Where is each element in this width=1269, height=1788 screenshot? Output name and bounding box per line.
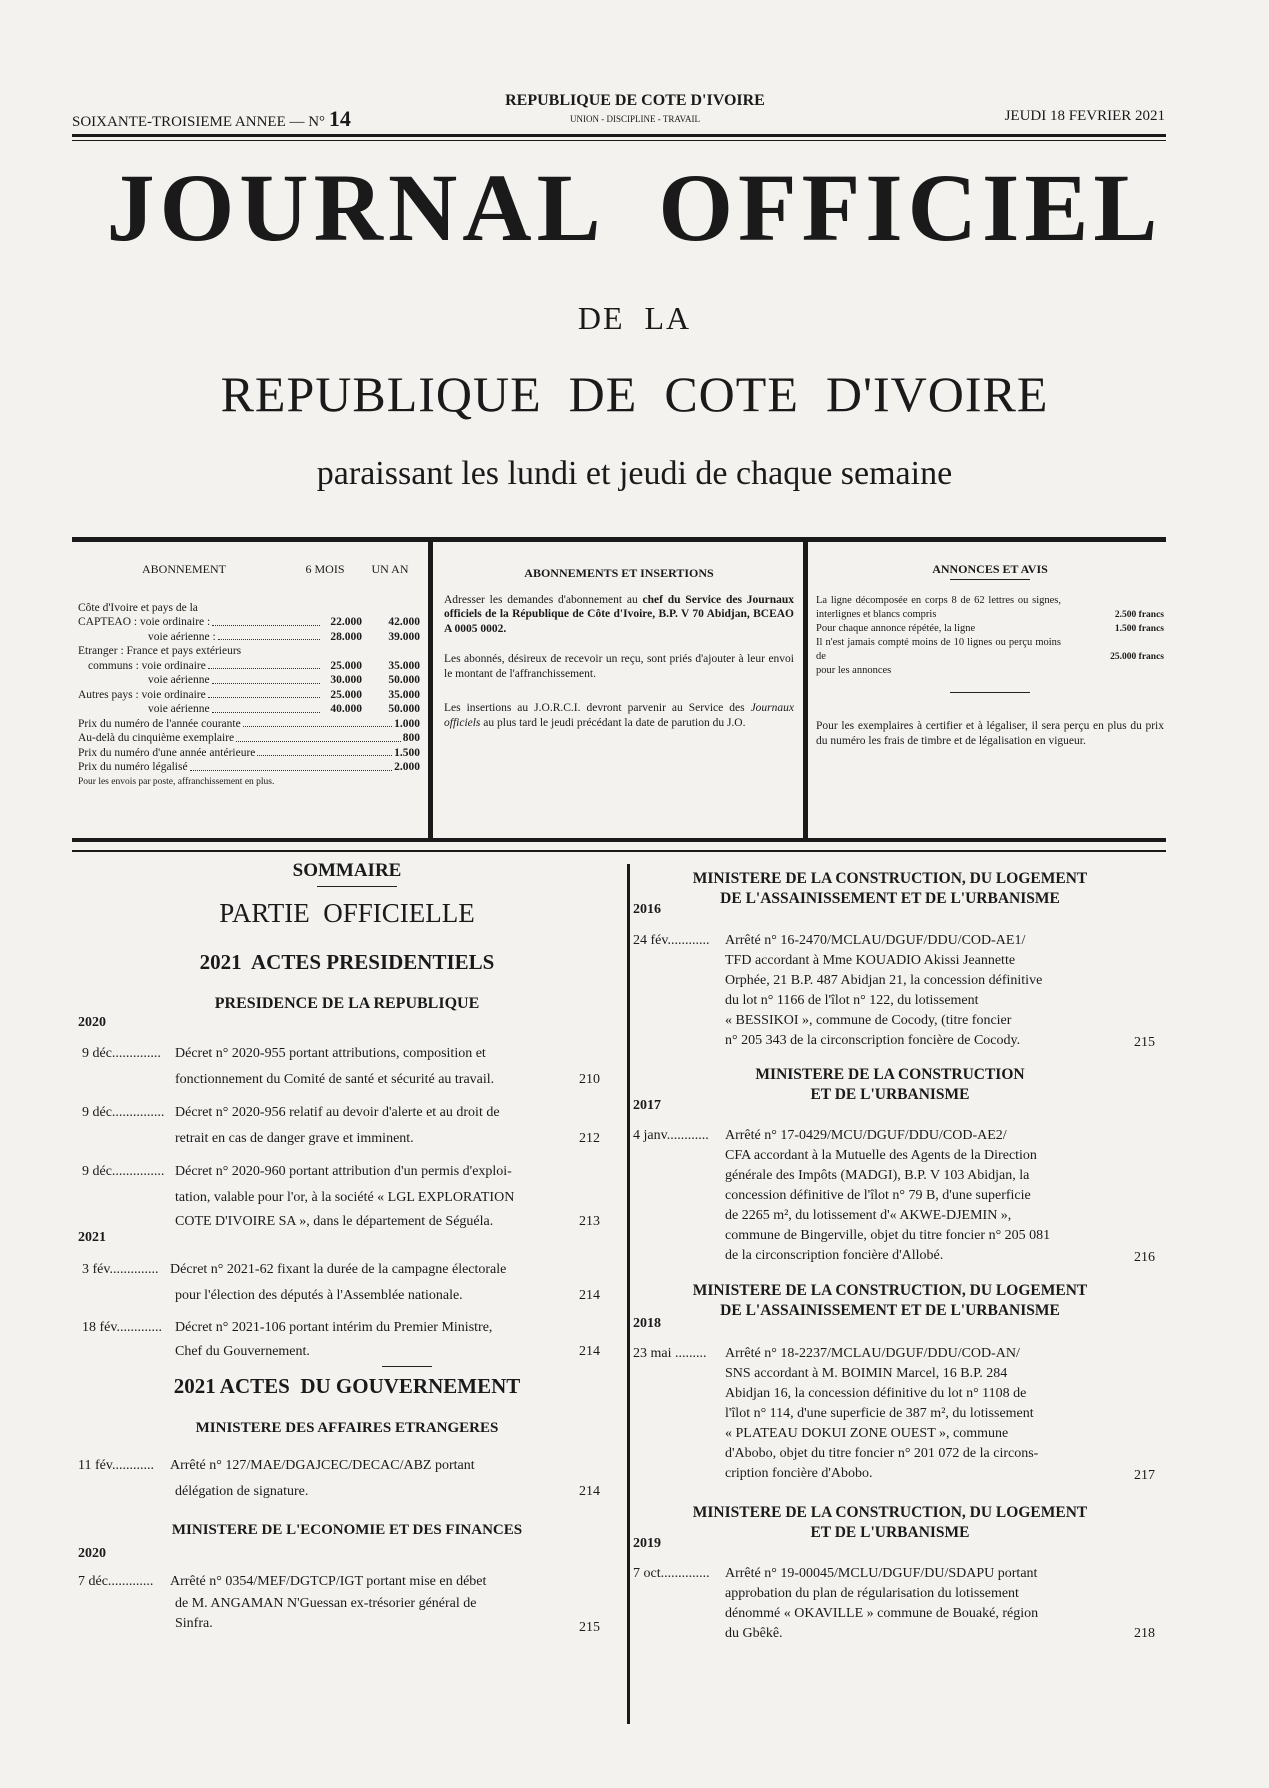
entry-lines (725, 1126, 1050, 1266)
box-bottom-rule (72, 838, 1166, 842)
entry-line: d'Abobo, objet du titre foncier n° 201 072 de la circons- (725, 1446, 1039, 1461)
entry-page: 215 (579, 1620, 600, 1635)
entry-line: « BESSIKOI », commune de Cocody, (titre foncier (725, 1013, 1012, 1028)
entry-line: Orphée, 21 B.P. 487 Abidjan 21, la concession définitive (725, 973, 1043, 988)
price-value: 2.000 (394, 761, 420, 773)
actes-presidentiels-heading: 2021 ACTES PRESIDENTIELS (199, 950, 495, 974)
title-de-la: DE LA (577, 300, 692, 336)
journal-title: JOURNAL OFFICIEL (106, 154, 1163, 261)
rate-label: voie aérienne : (148, 630, 216, 643)
rate-row (78, 630, 420, 645)
rate-label: Etranger : France et pays extérieurs (78, 645, 242, 657)
entry-lines (725, 1344, 1038, 1484)
sommaire-title: SOMMAIRE (292, 860, 402, 881)
entry-line: de 2265 m², du lotissement d'« AKWE-DJEMIN », (725, 1208, 1012, 1223)
entry-page: 210 (579, 1072, 600, 1087)
entry-line: de M. ANGAMAN N'Guessan ex-trésorier général de (175, 1596, 477, 1611)
annonces-repeat-rate (816, 622, 1164, 636)
entry-line: Arrêté n° 16-2470/MCLAU/DGUF/DDU/COD-AE1/ (725, 933, 1026, 948)
annonces-legalisation: Pour les exemplaires à certifier et à légaliser, il sera perçu en plus du prix du numéro les frais de timbre et de légalisation en vigueur. (816, 720, 1164, 747)
annonces-v2: 1.500 francs (1114, 624, 1164, 634)
entry-line: n° 205 343 de la circonscription foncière de Cocody. (725, 1033, 1021, 1048)
entry-line: Arrêté n° 19-00045/MCLU/DGUF/DU/SDAPU portant (725, 1566, 1038, 1581)
rate-label: voie aérienne (148, 674, 210, 686)
issue-date: JEUDI 18 FEVRIER 2021 (1004, 108, 1165, 124)
content-top-rule (72, 850, 1166, 852)
insertions-p2: Les abonnés, désireux de recevoir un reçu, sont priés d'ajouter à leur envoi le montant de l'affranchissement. (444, 653, 794, 680)
year-2016: 2016 (633, 902, 661, 917)
insertions-p1 (444, 593, 794, 637)
entry-line: fonctionnement du Comité de santé et sécurité au travail. (175, 1072, 495, 1087)
abonnement-box (78, 548, 420, 838)
ministere-construction-4-l1: MINISTERE DE LA CONSTRUCTION, DU LOGEMENT (692, 1504, 1088, 1521)
rate-row (78, 673, 420, 688)
entry-date: 3 fév.............. (82, 1262, 159, 1277)
ministere-economie-finances: MINISTERE DE L'ECONOMIE ET DES FINANCES (171, 1522, 523, 1538)
entry-line: l'îlot n° 114, d'une superficie de 387 m², du lotissement (725, 1406, 1034, 1421)
entry-date: 4 janv............ (633, 1128, 709, 1143)
rate-un-an: 50.000 (388, 674, 420, 686)
rate-6-mois: 28.000 (330, 630, 362, 643)
year-2018: 2018 (633, 1316, 661, 1331)
abonnement-heading: ABONNEMENT (142, 562, 226, 576)
ministere-construction-2-l1: MINISTERE DE LA CONSTRUCTION (755, 1066, 1025, 1083)
price-value: 1.000 (394, 717, 420, 730)
rate-un-an (362, 644, 420, 659)
rate-row (78, 702, 420, 717)
rate-un-an: 39.000 (388, 630, 420, 643)
entry-page: 214 (579, 1484, 600, 1499)
header-rule-thin (72, 140, 1166, 141)
insertions-p3-text: Les insertions au J.O.R.C.I. devront parvenir au Service des (444, 702, 745, 714)
insertions-box (444, 548, 794, 838)
entry-date: 9 déc.............. (82, 1046, 161, 1061)
entry-line: Décret n° 2021-106 portant intérim du Premier Ministre, (175, 1320, 493, 1335)
ministere-construction-2-l2: ET DE L'URBANISME (810, 1086, 970, 1103)
rate-un-an: 42.000 (388, 616, 420, 628)
entry-line: Décret n° 2020-956 relatif au devoir d'alerte et au droit de (175, 1105, 500, 1120)
rate-row (78, 659, 420, 674)
rate-6-mois: 25.000 (330, 688, 362, 701)
entry-line: « PLATEAU DOKUI ZONE OUEST », commune (725, 1426, 1009, 1441)
national-motto: UNION - DISCIPLINE - TRAVAIL (570, 114, 700, 124)
entry-line: Sinfra. (175, 1616, 213, 1631)
entry-line: Abidjan 16, la concession définitive du lot n° 1108 de (725, 1386, 1027, 1401)
entry-page: 214 (579, 1344, 600, 1359)
entry-lines (725, 931, 1042, 1051)
insertions-p3-italic: Journaux officiels (444, 702, 794, 729)
rate-row (78, 615, 420, 630)
entry-line: Chef du Gouvernement. (175, 1344, 310, 1359)
insertions-p3-end: au plus tard le jeudi précédant la date de parution du J.O. (483, 716, 746, 729)
entry-line: Arrêté n° 17-0429/MCU/DGUF/DDU/COD-AE2/ (725, 1128, 1007, 1143)
year-2020: 2020 (78, 1015, 106, 1030)
price-label: Prix du numéro d'une année antérieure (78, 746, 256, 759)
annonces-v1: 2.500 francs (1114, 610, 1164, 620)
entry-line: cription foncière d'Abobo. (725, 1466, 873, 1481)
entry-line: Arrêté n° 18-2237/MCLAU/DGUF/DDU/COD-AN/ (725, 1346, 1020, 1361)
rate-label: CAPTEAO : voie ordinaire : (78, 616, 211, 628)
price-label: Au-delà du cinquième exemplaire (78, 732, 235, 744)
entry-lines (725, 1564, 1038, 1644)
entry-line: COTE D'IVOIRE SA », dans le département de Séguéla. (175, 1214, 494, 1229)
issue-number: 14 (328, 106, 351, 131)
insertions-p1-address: chef du Service des Journaux officiels de la République de Côte d'Ivoire, B.P. V 70 Abidjan, BCEAO A 0005 0002. (444, 593, 795, 635)
price-row (78, 717, 420, 732)
annonces-line-rate (816, 594, 1164, 622)
rate-row (78, 688, 420, 703)
entry-line: Décret n° 2021-62 fixant la durée de la campagne électorale (170, 1262, 507, 1277)
abonnement-intro: Côte d'Ivoire et pays de la (78, 601, 198, 614)
price-value: 800 (402, 732, 420, 744)
rate-6-mois: 22.000 (330, 616, 362, 628)
entry-line: retrait en cas de danger grave et imminent. (175, 1131, 414, 1146)
header-rule (72, 134, 1166, 137)
entry-line: concession définitive de l'îlot n° 79 B, d'une superficie (725, 1188, 1031, 1203)
entry-line: Arrêté n° 0354/MEF/DGTCP/IGT portant mise en débet (170, 1574, 487, 1589)
price-label: Prix du numéro de l'année courante (78, 717, 241, 730)
annonces-minimum (816, 636, 1164, 664)
entry-page: 218 (1134, 1626, 1155, 1641)
annonces-l1: La ligne décomposée en corps 8 de 62 lettres ou signes, interlignes et blancs compris (816, 595, 1061, 620)
year-2019: 2019 (633, 1536, 661, 1551)
entry-line: Arrêté n° 127/MAE/DGAJCEC/DECAC/ABZ portant (170, 1458, 475, 1473)
entry-page: 216 (1134, 1250, 1155, 1265)
rate-6-mois: 40.000 (330, 703, 362, 715)
entry-date: 7 oct.............. (633, 1566, 710, 1581)
postage-note: Pour les envois par poste, affranchissement en plus. (78, 776, 275, 787)
entry-line: de la circonscription foncière d'Allobé. (725, 1248, 944, 1263)
rate-label: communs : voie ordinaire (88, 659, 206, 672)
annonces-heading: ANNONCES ET AVIS (932, 562, 1048, 576)
entry-date: 24 fév............ (633, 933, 710, 948)
rate-row (78, 644, 420, 659)
republic-title: REPUBLIQUE DE COTE D'IVOIRE (220, 366, 1049, 422)
entry-date: 9 déc............... (82, 1164, 165, 1179)
ministere-construction-3-l2: DE L'ASSAINISSEMENT ET DE L'URBANISME (720, 1302, 1060, 1319)
entry-page: 212 (579, 1131, 600, 1146)
ministere-construction-4-l2: ET DE L'URBANISME (810, 1524, 970, 1541)
abonnement-prices (78, 717, 420, 775)
entry-page: 215 (1134, 1035, 1155, 1050)
annonces-box (816, 548, 1164, 838)
ministere-construction-3-l1: MINISTERE DE LA CONSTRUCTION, DU LOGEMENT (692, 1282, 1088, 1299)
republic-header: REPUBLIQUE DE COTE D'IVOIRE (505, 92, 765, 109)
entry-page: 217 (1134, 1468, 1155, 1483)
entry-line: pour l'élection des députés à l'Assemblée nationale. (175, 1288, 463, 1303)
entry-line: du lot n° 1166 de l'îlot n° 122, du lotissement (725, 993, 979, 1008)
annonces-v3: 25.000 francs (1110, 652, 1164, 662)
entry-line: du Gbêkê. (725, 1626, 783, 1641)
rate-un-an: 35.000 (388, 659, 420, 672)
entry-line: CFA accordant à la Mutuelle des Agents de la Direction (725, 1148, 1037, 1163)
column-divider (627, 864, 630, 1724)
box-top-rule (72, 537, 1166, 542)
year-2021: 2021 (78, 1230, 106, 1245)
entry-line: Décret n° 2020-960 portant attribution d'un permis d'exploi- (175, 1164, 512, 1179)
rate-un-an: 35.000 (388, 688, 420, 701)
entry-date: 23 mai ......... (633, 1346, 707, 1361)
ministere-construction-1-l1: MINISTERE DE LA CONSTRUCTION, DU LOGEMENT (692, 870, 1088, 887)
partie-officielle: PARTIE OFFICIELLE (219, 898, 475, 928)
presidence-heading: PRESIDENCE DE LA REPUBLIQUE (214, 995, 480, 1012)
insertions-p1-text: Adresser les demandes d'abonnement au (444, 593, 638, 606)
year-issue-label (72, 106, 351, 132)
insertions-p3 (444, 701, 794, 730)
entry-line: approbation du plan de régularisation du lotissement (725, 1586, 1019, 1601)
annonces-l2: Pour chaque annonce répétée, la ligne (816, 623, 976, 634)
col-6-mois: 6 MOIS (305, 562, 345, 576)
annonces-l3: Il n'est jamais compté moins de 10 lignes ou perçu moins de (816, 637, 1061, 662)
price-label: Prix du numéro légalisé (78, 761, 188, 773)
periodicity-subtitle: paraissant les lundi et jeudi de chaque semaine (316, 455, 953, 492)
entry-line: tation, valable pour l'or, à la société « LGL EXPLORATION (175, 1190, 515, 1205)
year-2017: 2017 (633, 1098, 661, 1113)
entry-date: 18 fév............. (82, 1320, 162, 1335)
entry-date: 7 déc............. (78, 1574, 154, 1589)
entry-page: 213 (579, 1214, 600, 1229)
ministere-affaires-etrangeres: MINISTERE DES AFFAIRES ETRANGERES (195, 1420, 499, 1436)
entry-date: 11 fév............ (78, 1458, 154, 1473)
entry-line: générale des Impôts (MADGI), B.P. V 103 Abidjan, la (725, 1168, 1030, 1183)
insertions-heading: ABONNEMENTS ET INSERTIONS (524, 566, 714, 580)
rate-un-an: 50.000 (388, 703, 420, 715)
entry-page: 214 (579, 1288, 600, 1303)
abonnement-rates (78, 615, 420, 717)
entry-line: TFD accordant à Mme KOUADIO Akissi Jeannette (725, 953, 1016, 968)
year-label: SOIXANTE-TROISIEME ANNEE — N° (72, 114, 326, 130)
entry-line: délégation de signature. (175, 1484, 309, 1499)
rate-6-mois (322, 644, 362, 659)
entry-line: SNS accordant à M. BOIMIN Marcel, 16 B.P. 284 (725, 1366, 1008, 1381)
price-value: 1.500 (394, 746, 420, 759)
entry-date: 9 déc............... (82, 1105, 165, 1120)
price-row (78, 760, 420, 775)
annonces-l4: pour les annonces (816, 665, 892, 676)
entry-line: dénommé « OKAVILLE » commune de Bouaké, région (725, 1606, 1039, 1621)
price-row (78, 746, 420, 761)
box-divider-2 (803, 542, 808, 838)
ministere-construction-1-l2: DE L'ASSAINISSEMENT ET DE L'URBANISME (720, 890, 1060, 907)
rate-6-mois: 30.000 (330, 674, 362, 686)
entry-line: commune de Bingerville, objet du titre foncier n° 205 081 (725, 1228, 1051, 1243)
rate-label: voie aérienne (148, 703, 210, 715)
price-row (78, 731, 420, 746)
year-2020-b: 2020 (78, 1546, 106, 1561)
rate-6-mois: 25.000 (330, 659, 362, 672)
rate-label: Autres pays : voie ordinaire (78, 688, 206, 701)
box-divider-1 (428, 542, 433, 838)
col-un-an: UN AN (371, 562, 409, 576)
actes-gouvernement-heading: 2021 ACTES DU GOUVERNEMENT (173, 1374, 521, 1398)
entry-line: Décret n° 2020-955 portant attributions, composition et (175, 1046, 486, 1061)
